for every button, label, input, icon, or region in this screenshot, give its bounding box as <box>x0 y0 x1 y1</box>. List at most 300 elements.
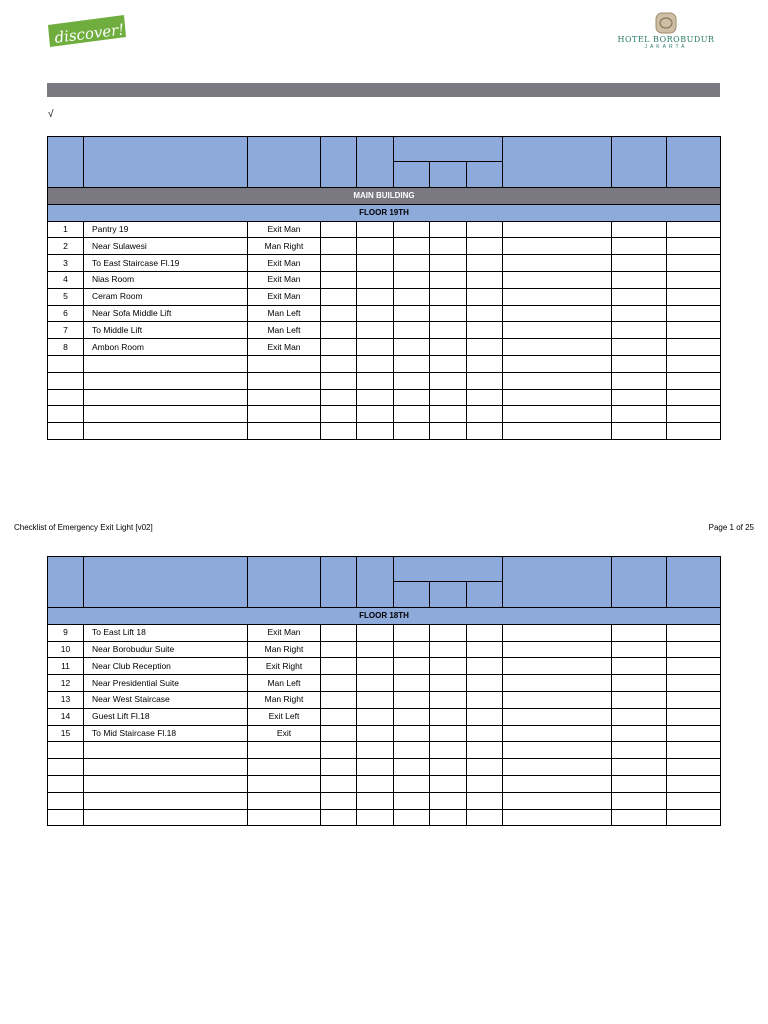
check-cell <box>357 691 394 708</box>
section-label: MAIN BUILDING <box>48 188 721 205</box>
header-cell-group <box>394 137 503 162</box>
empty-cell <box>48 809 84 826</box>
check-cell <box>612 322 667 339</box>
header-subcell <box>467 162 503 188</box>
table-row <box>48 708 721 725</box>
empty-cell <box>48 406 84 423</box>
floor-row <box>48 608 721 625</box>
check-cell <box>503 221 612 238</box>
table-row <box>48 305 721 322</box>
check-cell <box>430 675 467 692</box>
empty-cell <box>394 742 430 759</box>
empty-cell <box>467 406 503 423</box>
empty-cell <box>612 809 667 826</box>
empty-cell <box>467 742 503 759</box>
empty-row <box>48 759 721 776</box>
empty-cell <box>84 809 248 826</box>
row-sign-type: Exit Man <box>248 221 321 238</box>
check-cell <box>321 708 357 725</box>
empty-row <box>48 742 721 759</box>
header-subcell <box>394 162 430 188</box>
empty-cell <box>394 809 430 826</box>
check-cell <box>467 691 503 708</box>
empty-cell <box>503 775 612 792</box>
check-cell <box>430 339 467 356</box>
empty-cell <box>84 775 248 792</box>
check-cell <box>321 725 357 742</box>
table-row <box>48 658 721 675</box>
check-cell <box>467 658 503 675</box>
check-cell <box>503 322 612 339</box>
check-cell <box>430 221 467 238</box>
empty-cell <box>321 423 357 440</box>
header-cell <box>84 137 248 188</box>
check-cell <box>503 691 612 708</box>
empty-cell <box>248 423 321 440</box>
check-cell <box>467 305 503 322</box>
empty-cell <box>503 389 612 406</box>
empty-row <box>48 406 721 423</box>
empty-cell <box>503 423 612 440</box>
check-cell <box>503 305 612 322</box>
row-number: 2 <box>48 238 84 255</box>
empty-cell <box>357 389 394 406</box>
empty-cell <box>357 355 394 372</box>
check-cell <box>394 708 430 725</box>
check-cell <box>467 641 503 658</box>
empty-cell <box>357 775 394 792</box>
check-cell <box>612 221 667 238</box>
header-cell <box>321 557 357 608</box>
row-sign-type: Exit Man <box>248 624 321 641</box>
check-cell <box>503 339 612 356</box>
empty-cell <box>467 775 503 792</box>
check-cell <box>394 624 430 641</box>
row-location: Near Sofa Middle Lift <box>84 305 248 322</box>
check-cell <box>503 708 612 725</box>
check-cell <box>430 305 467 322</box>
table-row <box>48 339 721 356</box>
check-cell <box>357 675 394 692</box>
empty-cell <box>48 775 84 792</box>
check-cell <box>667 221 721 238</box>
hotel-name: HOTEL BOROBUDUR <box>617 35 715 44</box>
empty-cell <box>248 759 321 776</box>
empty-cell <box>357 742 394 759</box>
check-cell <box>503 725 612 742</box>
check-cell <box>357 305 394 322</box>
table-row <box>48 288 721 305</box>
check-cell <box>394 675 430 692</box>
hotel-borobudur-logo <box>606 12 726 50</box>
header-cell <box>248 137 321 188</box>
row-location: Near Club Reception <box>84 658 248 675</box>
empty-cell <box>394 372 430 389</box>
empty-cell <box>503 759 612 776</box>
check-cell <box>394 322 430 339</box>
empty-cell <box>321 759 357 776</box>
check-cell <box>467 339 503 356</box>
empty-cell <box>467 372 503 389</box>
header-subcell <box>430 582 467 608</box>
empty-cell <box>467 389 503 406</box>
table-row <box>48 675 721 692</box>
empty-cell <box>503 809 612 826</box>
table-row <box>48 322 721 339</box>
empty-cell <box>612 759 667 776</box>
check-cell <box>667 641 721 658</box>
header-cell <box>357 137 394 188</box>
empty-cell <box>394 389 430 406</box>
checklist-table-page-1 <box>47 136 721 440</box>
check-cell <box>430 725 467 742</box>
check-cell <box>394 305 430 322</box>
check-cell <box>467 288 503 305</box>
header-subcell <box>467 582 503 608</box>
row-number: 4 <box>48 271 84 288</box>
check-cell <box>467 322 503 339</box>
header-subcell <box>394 582 430 608</box>
empty-cell <box>84 759 248 776</box>
check-cell <box>667 288 721 305</box>
check-cell <box>357 288 394 305</box>
check-cell <box>667 255 721 272</box>
check-cell <box>612 658 667 675</box>
check-cell <box>321 641 357 658</box>
empty-cell <box>612 389 667 406</box>
check-cell <box>503 658 612 675</box>
row-sign-type: Man Right <box>248 641 321 658</box>
row-location: To Middle Lift <box>84 322 248 339</box>
empty-cell <box>248 372 321 389</box>
floor-label: FLOOR 19TH <box>48 204 721 221</box>
check-cell <box>357 221 394 238</box>
row-location: To Mid Staircase Fl.18 <box>84 725 248 742</box>
header-cell <box>612 557 667 608</box>
check-cell <box>430 624 467 641</box>
hotel-city: JAKARTA <box>644 44 688 50</box>
header-cell <box>357 557 394 608</box>
section-row <box>48 188 721 205</box>
header-cell <box>667 137 721 188</box>
empty-cell <box>612 355 667 372</box>
empty-cell <box>394 406 430 423</box>
empty-cell <box>612 775 667 792</box>
check-cell <box>357 271 394 288</box>
check-cell <box>357 658 394 675</box>
title-bar <box>47 83 720 97</box>
empty-cell <box>48 372 84 389</box>
check-cell <box>503 675 612 692</box>
check-cell <box>321 322 357 339</box>
check-cell <box>321 238 357 255</box>
empty-cell <box>503 742 612 759</box>
check-cell <box>321 691 357 708</box>
check-cell <box>612 675 667 692</box>
check-cell <box>667 271 721 288</box>
check-cell <box>357 725 394 742</box>
row-number: 12 <box>48 675 84 692</box>
check-cell <box>467 725 503 742</box>
empty-cell <box>48 389 84 406</box>
check-cell <box>394 725 430 742</box>
check-cell <box>612 691 667 708</box>
check-cell <box>394 255 430 272</box>
row-location: Nias Room <box>84 271 248 288</box>
empty-row <box>48 775 721 792</box>
check-cell <box>503 641 612 658</box>
check-cell <box>503 271 612 288</box>
empty-cell <box>248 742 321 759</box>
row-sign-type: Exit Man <box>248 288 321 305</box>
empty-cell <box>430 775 467 792</box>
check-cell <box>357 238 394 255</box>
checklist-table-page-2 <box>47 556 721 826</box>
check-cell <box>667 238 721 255</box>
check-cell <box>667 658 721 675</box>
empty-cell <box>357 792 394 809</box>
check-cell <box>612 288 667 305</box>
check-cell <box>394 221 430 238</box>
check-cell <box>394 271 430 288</box>
check-cell <box>612 708 667 725</box>
floor-label: FLOOR 18TH <box>48 608 721 625</box>
header-subcell <box>430 162 467 188</box>
empty-cell <box>321 809 357 826</box>
table-row <box>48 221 721 238</box>
check-cell <box>467 255 503 272</box>
header-cell <box>48 557 84 608</box>
empty-cell <box>84 389 248 406</box>
empty-cell <box>248 406 321 423</box>
empty-cell <box>430 792 467 809</box>
check-cell <box>612 305 667 322</box>
floor-row <box>48 204 721 221</box>
check-cell <box>430 322 467 339</box>
empty-cell <box>430 809 467 826</box>
empty-cell <box>248 809 321 826</box>
row-number: 11 <box>48 658 84 675</box>
empty-cell <box>48 792 84 809</box>
row-sign-type: Exit Right <box>248 658 321 675</box>
empty-cell <box>84 742 248 759</box>
row-sign-type: Exit Left <box>248 708 321 725</box>
check-cell <box>394 339 430 356</box>
row-sign-type: Exit Man <box>248 255 321 272</box>
check-cell <box>321 221 357 238</box>
check-cell <box>430 641 467 658</box>
check-cell <box>467 675 503 692</box>
row-sign-type: Man Left <box>248 675 321 692</box>
check-cell <box>667 675 721 692</box>
empty-row <box>48 809 721 826</box>
empty-cell <box>248 775 321 792</box>
empty-cell <box>321 372 357 389</box>
empty-cell <box>321 775 357 792</box>
check-cell <box>430 271 467 288</box>
empty-cell <box>430 742 467 759</box>
header-cell <box>612 137 667 188</box>
row-number: 14 <box>48 708 84 725</box>
empty-cell <box>321 389 357 406</box>
check-cell <box>503 288 612 305</box>
discover-logo <box>46 11 128 49</box>
empty-cell <box>503 372 612 389</box>
row-sign-type: Man Left <box>248 305 321 322</box>
check-cell <box>430 255 467 272</box>
row-number: 5 <box>48 288 84 305</box>
empty-cell <box>667 423 721 440</box>
empty-cell <box>248 792 321 809</box>
check-cell <box>503 255 612 272</box>
check-cell <box>321 658 357 675</box>
empty-row <box>48 372 721 389</box>
table-row <box>48 641 721 658</box>
empty-cell <box>612 423 667 440</box>
check-cell <box>357 641 394 658</box>
empty-cell <box>503 355 612 372</box>
empty-cell <box>84 792 248 809</box>
empty-cell <box>321 792 357 809</box>
check-cell <box>667 322 721 339</box>
empty-cell <box>667 792 721 809</box>
check-cell <box>667 305 721 322</box>
row-number: 9 <box>48 624 84 641</box>
empty-cell <box>503 406 612 423</box>
empty-cell <box>612 742 667 759</box>
empty-cell <box>394 423 430 440</box>
check-cell <box>467 271 503 288</box>
row-location: Near Presidential Suite <box>84 675 248 692</box>
header-cell <box>503 557 612 608</box>
check-cell <box>394 658 430 675</box>
check-cell <box>667 624 721 641</box>
check-cell <box>321 255 357 272</box>
empty-cell <box>612 372 667 389</box>
check-cell <box>612 271 667 288</box>
table-row <box>48 624 721 641</box>
header-cell-group <box>394 557 503 582</box>
header-cell <box>667 557 721 608</box>
table-header-row <box>48 137 721 162</box>
empty-cell <box>357 759 394 776</box>
empty-cell <box>321 406 357 423</box>
check-cell <box>321 339 357 356</box>
empty-cell <box>84 355 248 372</box>
empty-cell <box>612 406 667 423</box>
empty-row <box>48 355 721 372</box>
table-row <box>48 271 721 288</box>
empty-row <box>48 792 721 809</box>
empty-cell <box>430 406 467 423</box>
row-location: To East Lift 18 <box>84 624 248 641</box>
header-cell <box>503 137 612 188</box>
check-cell <box>667 691 721 708</box>
empty-cell <box>84 406 248 423</box>
table-row <box>48 691 721 708</box>
row-sign-type: Exit <box>248 725 321 742</box>
empty-cell <box>667 809 721 826</box>
empty-cell <box>430 389 467 406</box>
empty-cell <box>430 355 467 372</box>
footer-document-title: Checklist of Emergency Exit Light [v02] <box>14 523 153 532</box>
empty-cell <box>357 809 394 826</box>
empty-cell <box>48 759 84 776</box>
discover-logo-text: discover! <box>53 20 126 47</box>
empty-cell <box>612 792 667 809</box>
check-cell <box>503 624 612 641</box>
empty-cell <box>48 423 84 440</box>
check-cell <box>612 238 667 255</box>
check-cell <box>612 641 667 658</box>
empty-cell <box>430 423 467 440</box>
empty-cell <box>248 355 321 372</box>
empty-cell <box>467 792 503 809</box>
check-cell <box>612 624 667 641</box>
empty-cell <box>667 759 721 776</box>
discover-logo-badge <box>46 11 128 49</box>
empty-cell <box>467 809 503 826</box>
empty-cell <box>503 792 612 809</box>
check-cell <box>394 641 430 658</box>
empty-cell <box>357 406 394 423</box>
empty-cell <box>667 742 721 759</box>
row-location: Ceram Room <box>84 288 248 305</box>
row-number: 13 <box>48 691 84 708</box>
header-cell <box>248 557 321 608</box>
row-sign-type: Exit Man <box>248 271 321 288</box>
row-location: To East Staircase Fl.19 <box>84 255 248 272</box>
empty-cell <box>667 389 721 406</box>
check-cell <box>667 708 721 725</box>
empty-cell <box>667 355 721 372</box>
empty-cell <box>394 792 430 809</box>
row-sign-type: Man Left <box>248 322 321 339</box>
empty-cell <box>48 355 84 372</box>
row-number: 1 <box>48 221 84 238</box>
row-location: Near Sulawesi <box>84 238 248 255</box>
row-number: 15 <box>48 725 84 742</box>
empty-cell <box>667 775 721 792</box>
header-cell <box>48 137 84 188</box>
check-cell <box>467 624 503 641</box>
table-row <box>48 725 721 742</box>
row-location: Guest Lift Fl.18 <box>84 708 248 725</box>
check-cell <box>321 675 357 692</box>
row-sign-type: Man Right <box>248 238 321 255</box>
hotel-emblem-icon <box>654 12 678 34</box>
row-location: Near Borobudur Suite <box>84 641 248 658</box>
row-number: 8 <box>48 339 84 356</box>
empty-cell <box>467 423 503 440</box>
empty-cell <box>321 742 357 759</box>
check-cell <box>430 238 467 255</box>
empty-cell <box>394 355 430 372</box>
table-row <box>48 238 721 255</box>
check-cell <box>430 658 467 675</box>
check-cell <box>612 255 667 272</box>
check-cell <box>357 255 394 272</box>
empty-cell <box>357 372 394 389</box>
check-cell <box>430 691 467 708</box>
empty-cell <box>321 355 357 372</box>
check-cell <box>321 271 357 288</box>
empty-cell <box>667 372 721 389</box>
row-sign-type: Man Right <box>248 691 321 708</box>
row-number: 7 <box>48 322 84 339</box>
check-cell <box>394 238 430 255</box>
empty-cell <box>467 355 503 372</box>
